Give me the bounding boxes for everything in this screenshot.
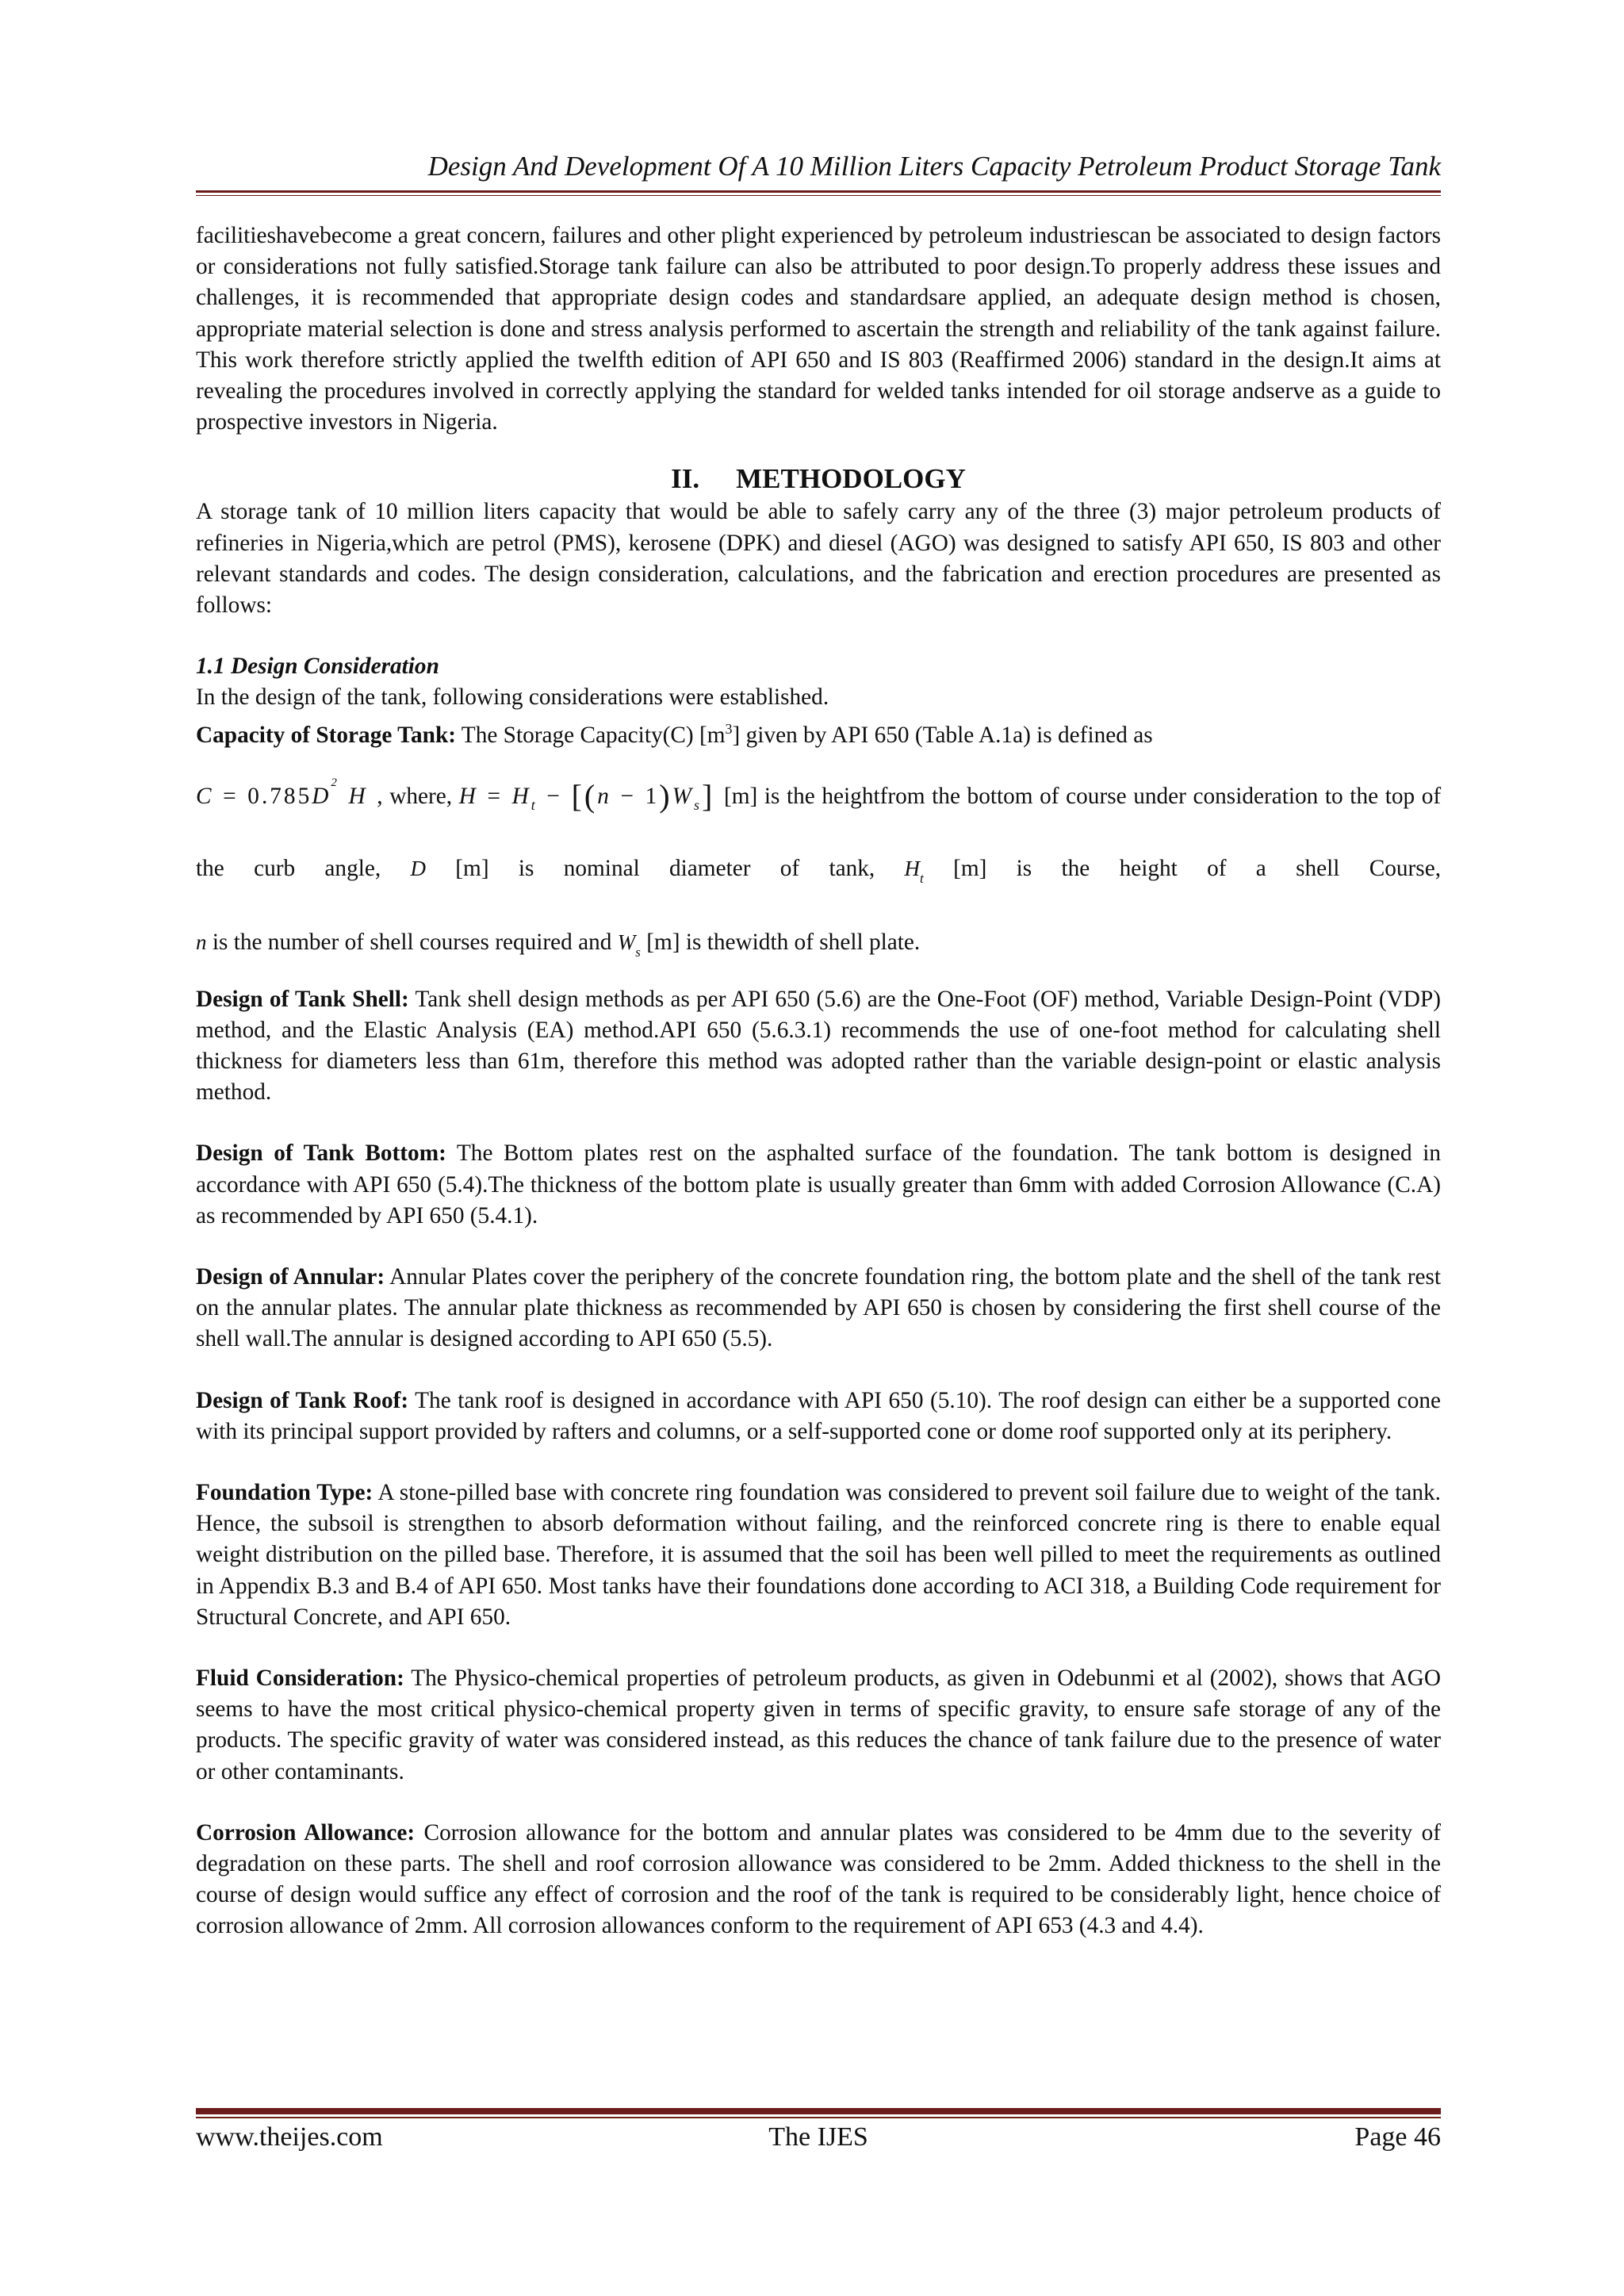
running-title: Design And Development Of A 10 Million Liters Capacity Petroleum Product Storage Tank [427,151,1441,182]
bottom-text: The Bottom plates rest on the asphalted surface of the foundation. The tank bottom is designed in accordance with API 650 (5.4).The thickness of the bottom plate is usually greater than 6mm with added Corrosion Allowance (C.A) as recommended by API 650 (5.4.1). [196,1140,1441,1228]
page-footer [196,2120,1441,2155]
roof-lead: Design of Tank Roof: [196,1387,409,1413]
capacity-text: [m] is the heightfrom the bottom of course under consideration to the top of the curb angle, [196,783,1442,881]
capacity-text: [m] is the height of a shell Course, [953,855,1442,881]
shell-lead: Design of Tank Shell: [196,986,409,1012]
capacity-paragraph [196,714,1441,751]
bottom-paragraph [196,1138,1441,1232]
cubic-superscript: 3 [725,720,733,737]
section-title: METHODOLOGY [736,463,966,495]
subsection-title: 1.1 Design Consideration [196,654,439,680]
capacity-formula-line-2 [196,910,1441,984]
annular-paragraph [196,1262,1441,1355]
corrosion-paragraph [196,1818,1441,1942]
foundation-lead: Foundation Type: [196,1480,373,1506]
methodology-paragraph: A storage tank of 10 million liters capacity that would be able to safely carry any of the three (3) major petroleum products of refineries in Nigeria,which are petrol (PMS), kerosene (DPK) and diesel (AGO) was designed to satisfy API 650, IS 803 and other relevant standards and codes. The design consideration, calculations, and the fabrication and erection procedures are presented as follows: [196,499,1441,619]
symbol-d: D [410,856,426,880]
foundation-text: A stone-pilled base with concrete ring foundation was considered to prevent soil failure due to weight of the tank. Hence, the subsoil is strengthen to absorb deformation without failing, and the reinforced concrete ring is there to enable equal weight distribution on the pilled base. Therefore, it is assumed that the soil has been well pilled to meet the requirements as outlined in Appendix B.3 and B.4 of API 650. Most tanks have their foundations done according to ACI 318, a Building Code requirement for Structural Concrete, and API 650. [196,1480,1441,1630]
capacity-text: ] given by API 650 (Table A.1a) is defined as [732,722,1153,748]
symbol-ws: $W_s$ [617,930,641,960]
fluid-lead: Fluid Consideration: [196,1665,404,1692]
annular-lead: Design of Annular: [196,1264,385,1290]
shell-paragraph [196,984,1441,1109]
section-number: II. [671,463,700,495]
intro-paragraph: facilitieshavebecome a great concern, failures and other plight experienced by petroleum industriescan be associated to design factors or considerations not fully satisfied.Storage tank failure can also be attributed to poor design.To properly address these issues and challenges, it is recommended that appropriate design codes and standardsare applied, an adequate design method is chosen, appropriate material selection is done and stress analysis performed to ascertain the strength and reliability of the tank against failure. This work therefore strictly applied the twelfth edition of API 650 and IS 803 (Reaffirmed 2006) standard in the design.It aims at revealing the procedures involved in correctly applying the standard for welded tanks intended for oil storage andserve as a guide to prospective investors in Nigeria. [196,223,1441,435]
section-heading [196,462,1441,496]
symbol-n: n [196,930,207,954]
roof-paragraph [196,1386,1441,1447]
corrosion-text: Corrosion allowance for the bottom and annular plates was considered to be 4mm due to the severity of degradation on these parts. The shell and roof corrosion allowance was considered to be 2mm. Added thickness to the shell in the course of design would suffice any effect of corrosion and the roof of the tank is required to be considerably light, hence choice of corrosion allowance of 2mm. All corrosion allowances conform to the requirement of API 653 (4.3 and 4.4). [196,1819,1441,1939]
capacity-formula-line [196,751,1441,910]
corrosion-lead: Corrosion Allowance: [196,1819,416,1846]
subsection-intro: In the design of the tank, following considerations were established. [196,684,829,711]
annular-text: Annular Plates cover the periphery of the concrete foundation ring, the bottom plate and the shell of the tank rest on the annular plates. The annular plate thickness as recommended by API 650 is chosen by considering the first shell course of the shell wall.The annular is designed according to API 650 (5.5). [196,1264,1442,1352]
body-text [196,220,1441,1942]
footer-page-number: Page 46 [1354,2122,1441,2152]
footer-rule-thin [196,2117,1441,2118]
capacity-text: [m] is thewidth of shell plate. [646,929,921,955]
capacity-text: is the number of shell courses required and [212,929,612,955]
capacity-text: [m] is nominal diameter of tank, [455,855,875,881]
fluid-text: The Physico-chemical properties of petroleum products, as given in Odebunmi et al (2002), shows that AGO seems to have the most critical physico-chemical property given in terms of specific gravity, to ensure safe storage of any of the products. The specific gravity of water was considered instead, as this reduces the chance of tank failure due to the presence of water or other contaminants. [196,1665,1441,1784]
header-rule-thin [196,195,1441,196]
capacity-formula: $C = 0.785D^2$ H [196,776,368,809]
capacity-where: , where, [377,783,453,809]
fluid-paragraph [196,1663,1441,1788]
footer-journal: The IJES [768,2122,868,2152]
shell-text: Tank shell design methods as per API 650 (5.6) are the One-Foot (OF) method, Variable Design-Point (VDP) method, and the Elastic Analysis (EA) method.API 650 (5.6.3.1) recommends the use of one-foot method for calculating shell thickness for diameters less than 61m, therefore this method was adopted rather than the variable design-point or elastic analysis method. [196,986,1441,1106]
footer-rule [196,2108,1441,2114]
paper-page [196,0,1441,2296]
header-rule [196,190,1441,193]
foundation-paragraph [196,1478,1441,1633]
capacity-lead: Capacity of Storage Tank: [196,722,456,748]
footer-website: www.theijes.com [196,2122,383,2152]
height-formula: $H = H_t - [(n - 1)W_s]$ [458,777,715,814]
symbol-ht: $H_t$ [904,856,924,886]
roof-text: The tank roof is designed in accordance with API 650 (5.10). The roof design can either be a supported cone with its principal support provided by rafters and columns, or a self-supported cone or dome roof supported only at its periphery. [196,1387,1441,1444]
capacity-text: The Storage Capacity(C) [m [456,722,726,748]
bottom-lead: Design of Tank Bottom: [196,1140,446,1167]
